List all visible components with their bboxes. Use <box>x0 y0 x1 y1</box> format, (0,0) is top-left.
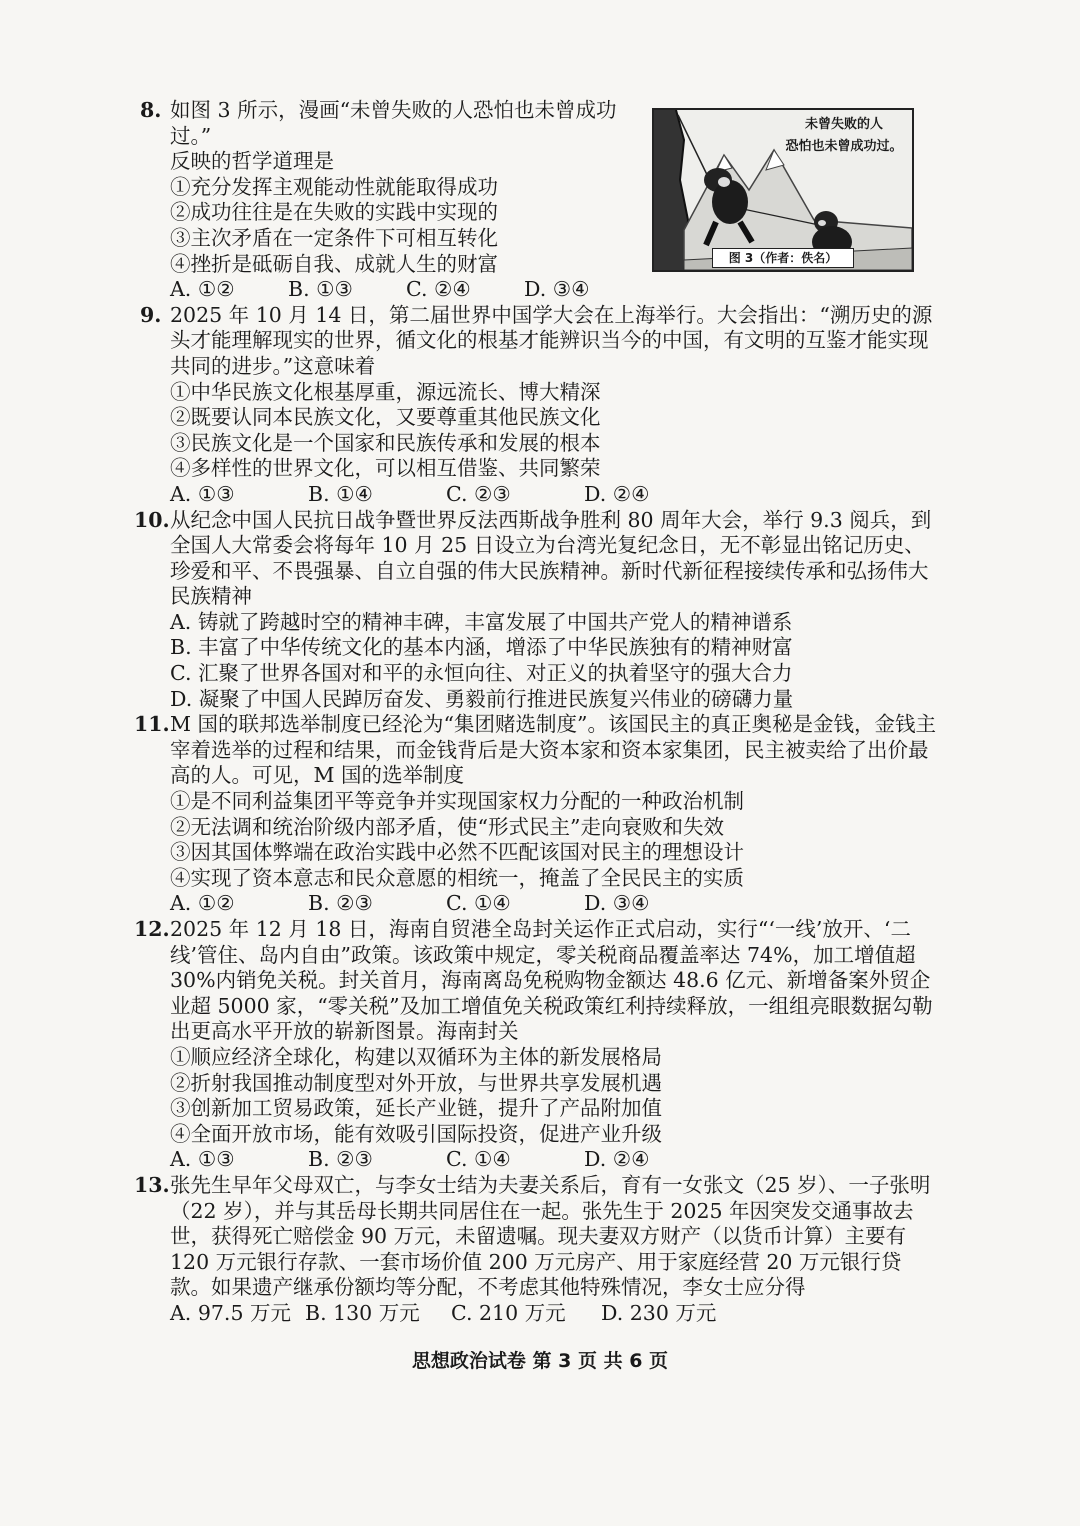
question-stem: M 国的联邦选举制度已经沦为“集团赌选制度”。该国民主的真正奥秘是金钱，金钱主宰着选举的过程和结果，而金钱背后是大资本家和资本家集团，民主被卖给了出价最高的人。可见，M 国的选举制度 <box>170 712 936 788</box>
statement-option: ④挫折是砥砺自我、成就人生的财富 <box>170 251 498 276</box>
choice-c: C. ①④ <box>446 1147 511 1172</box>
choice-b: B. ①④ <box>308 481 373 506</box>
question-11 <box>134 712 940 917</box>
choice-c: C. ②④ <box>406 277 471 302</box>
statement-option: ②成功往往是在失败的实践中实现的 <box>170 200 498 225</box>
statement-option: ②折射我国推动制度型对外开放，与世界共享发展机遇 <box>170 1070 662 1095</box>
statement-option: ①充分发挥主观能动性就能取得成功 <box>170 174 498 199</box>
answer-choices <box>140 1147 940 1173</box>
figure-caption: 图 3（作者：佚名） <box>712 248 854 268</box>
choice-c: C. ①④ <box>446 891 511 916</box>
statement-option: ③民族文化是一个国家和民族传承和发展的根本 <box>170 430 601 455</box>
choice-b: B. ②③ <box>308 891 373 916</box>
choice-b: B. ①③ <box>288 277 353 302</box>
choice-a: A. 97.5 万元 <box>170 1300 291 1325</box>
choice-d: D. ③④ <box>584 891 650 916</box>
question-number: 13. <box>134 1172 170 1197</box>
question-8 <box>140 98 940 303</box>
question-10 <box>134 507 940 713</box>
question-stem: 2025 年 10 月 14 日，第二届世界中国学大会在上海举行。大会指出：“溯历史的源头才能理解现实的世界，循文化的根基才能辨识当今的中国，有文明的互鉴才能实现共同的进步。”这意味着 <box>170 302 933 378</box>
statement-option: ①中华民族文化根基厚重，源远流长、博大精深 <box>170 379 601 404</box>
choice-a: A. 铸就了跨越时空的精神丰碑，丰富发展了中国共产党人的精神谱系 <box>170 609 793 634</box>
answer-choices <box>140 891 940 917</box>
choice-c: C. ②③ <box>446 481 511 506</box>
cartoon-text-line2: 恐怕也未曾成功过。 <box>785 139 903 154</box>
choice-d: D. ③④ <box>524 277 590 302</box>
choice-d: D. ②④ <box>584 1147 650 1172</box>
choice-d: D. 230 万元 <box>601 1300 717 1325</box>
statement-option: ①是不同利益集团平等竞争并实现国家权力分配的一种政治机制 <box>170 789 744 814</box>
cartoon-text-line1: 未曾失败的人 <box>804 117 883 132</box>
choice-a: A. ①② <box>170 891 235 916</box>
choice-c: C. 汇聚了世界各国对和平的永恒向往、对正义的执着坚守的强大合力 <box>170 661 793 686</box>
question-stem-line1: 如图 3 所示，漫画“未曾失败的人恐怕也未曾成功过。” <box>170 98 617 148</box>
choice-c: C. 210 万元 <box>451 1300 566 1325</box>
statement-option: ④全面开放市场，能有效吸引国际投资，促进产业升级 <box>170 1121 662 1146</box>
question-number: 12. <box>134 917 170 941</box>
question-stem: 2025 年 12 月 18 日，海南自贸港全岛封关运作正式启动，实行“‘一线’放开、‘二线’管住、岛内自由”政策。该政策中规定，零关税商品覆盖率达 74%，加工增值超 30%内销免关税。封关首月，海南离岛免税购物金额达 48.6 亿元、新增备案外贸企业超 5000 家，“零关税”及加工增值免关税政策红利持续释放，一组组亮眼数据勾勒出更高水平开放的崭新图景。海南封关 <box>170 917 933 1044</box>
choice-a: A. ①③ <box>170 1147 235 1172</box>
answer-choices <box>140 277 640 303</box>
statement-option: ③创新加工贸易政策，延长产业链，提升了产品附加值 <box>170 1096 662 1121</box>
answer-choices <box>140 482 940 508</box>
question-13 <box>134 1172 940 1327</box>
statement-option: ②无法调和统治阶级内部矛盾，使“形式民主”走向衰败和失效 <box>170 814 724 839</box>
statement-option: ③因其国体弊端在政治实践中必然不匹配该国对民主的理想设计 <box>170 840 744 865</box>
question-number: 10. <box>134 507 170 532</box>
question-list <box>134 98 940 1327</box>
question-9 <box>140 303 940 508</box>
choice-b: B. 丰富了中华传统文化的基本内涵，增添了中华民族独有的精神财富 <box>170 635 793 660</box>
choice-d: D. ②④ <box>584 481 650 506</box>
question-stem: 张先生早年父母双亡，与李女士结为夫妻关系后，育有一女张文（25 岁）、一子张明（22 岁），并与其岳母长期共同居住在一起。张先生于 2025 年因突发交通事故去世，获得死亡赔偿金 90 万元，未留遗嘱。现夫妻双方财产（以货币计算）主要有 120 万元银行存款、一套市场价值 200 万元房产、用于家庭经营 20 万元银行贷款。如果遗产继承份额均等分配，不考虑其他特殊情况，李女士应分得 <box>170 1172 931 1300</box>
choice-d: D. 凝聚了中国人民踔厉奋发、勇毅前行推进民族复兴伟业的磅礴力量 <box>170 686 794 711</box>
question-number: 9. <box>140 302 162 327</box>
choice-b: B. 130 万元 <box>305 1300 420 1325</box>
choice-a: A. ①③ <box>170 481 235 506</box>
question-number: 8. <box>140 98 162 122</box>
question-12 <box>134 917 940 1173</box>
choice-b: B. ②③ <box>308 1147 373 1172</box>
question-stem-line2: 反映的哲学道理是 <box>170 149 334 174</box>
statement-option: ④多样性的世界文化，可以相互借鉴、共同繁荣 <box>170 456 601 481</box>
page-footer: 思想政治试卷 第 3 页 共 6 页 <box>411 1350 669 1372</box>
statement-option: ①顺应经济全球化，构建以双循环为主体的新发展格局 <box>170 1044 662 1069</box>
answer-choices <box>140 1301 940 1327</box>
question-stem: 从纪念中国人民抗日战争暨世界反法西斯战争胜利 80 周年大会，举行 9.3 阅兵，到全国人大常委会将每年 10 月 25 日设立为台湾光复纪念日，无不彰显出铭记历史、珍爱和平、不畏强暴、自立自强的伟大民族精神。新时代新征程接续传承和弘扬伟大民族精神 <box>170 507 932 609</box>
statement-option: ②既要认同本民族文化，又要尊重其他民族文化 <box>170 405 601 430</box>
choice-a: A. ①② <box>170 277 235 302</box>
statement-option: ④实现了资本意志和民众意愿的相统一，掩盖了全民民主的实质 <box>170 865 744 890</box>
statement-option: ③主次矛盾在一定条件下可相互转化 <box>170 225 498 250</box>
question-number: 11. <box>134 712 170 737</box>
